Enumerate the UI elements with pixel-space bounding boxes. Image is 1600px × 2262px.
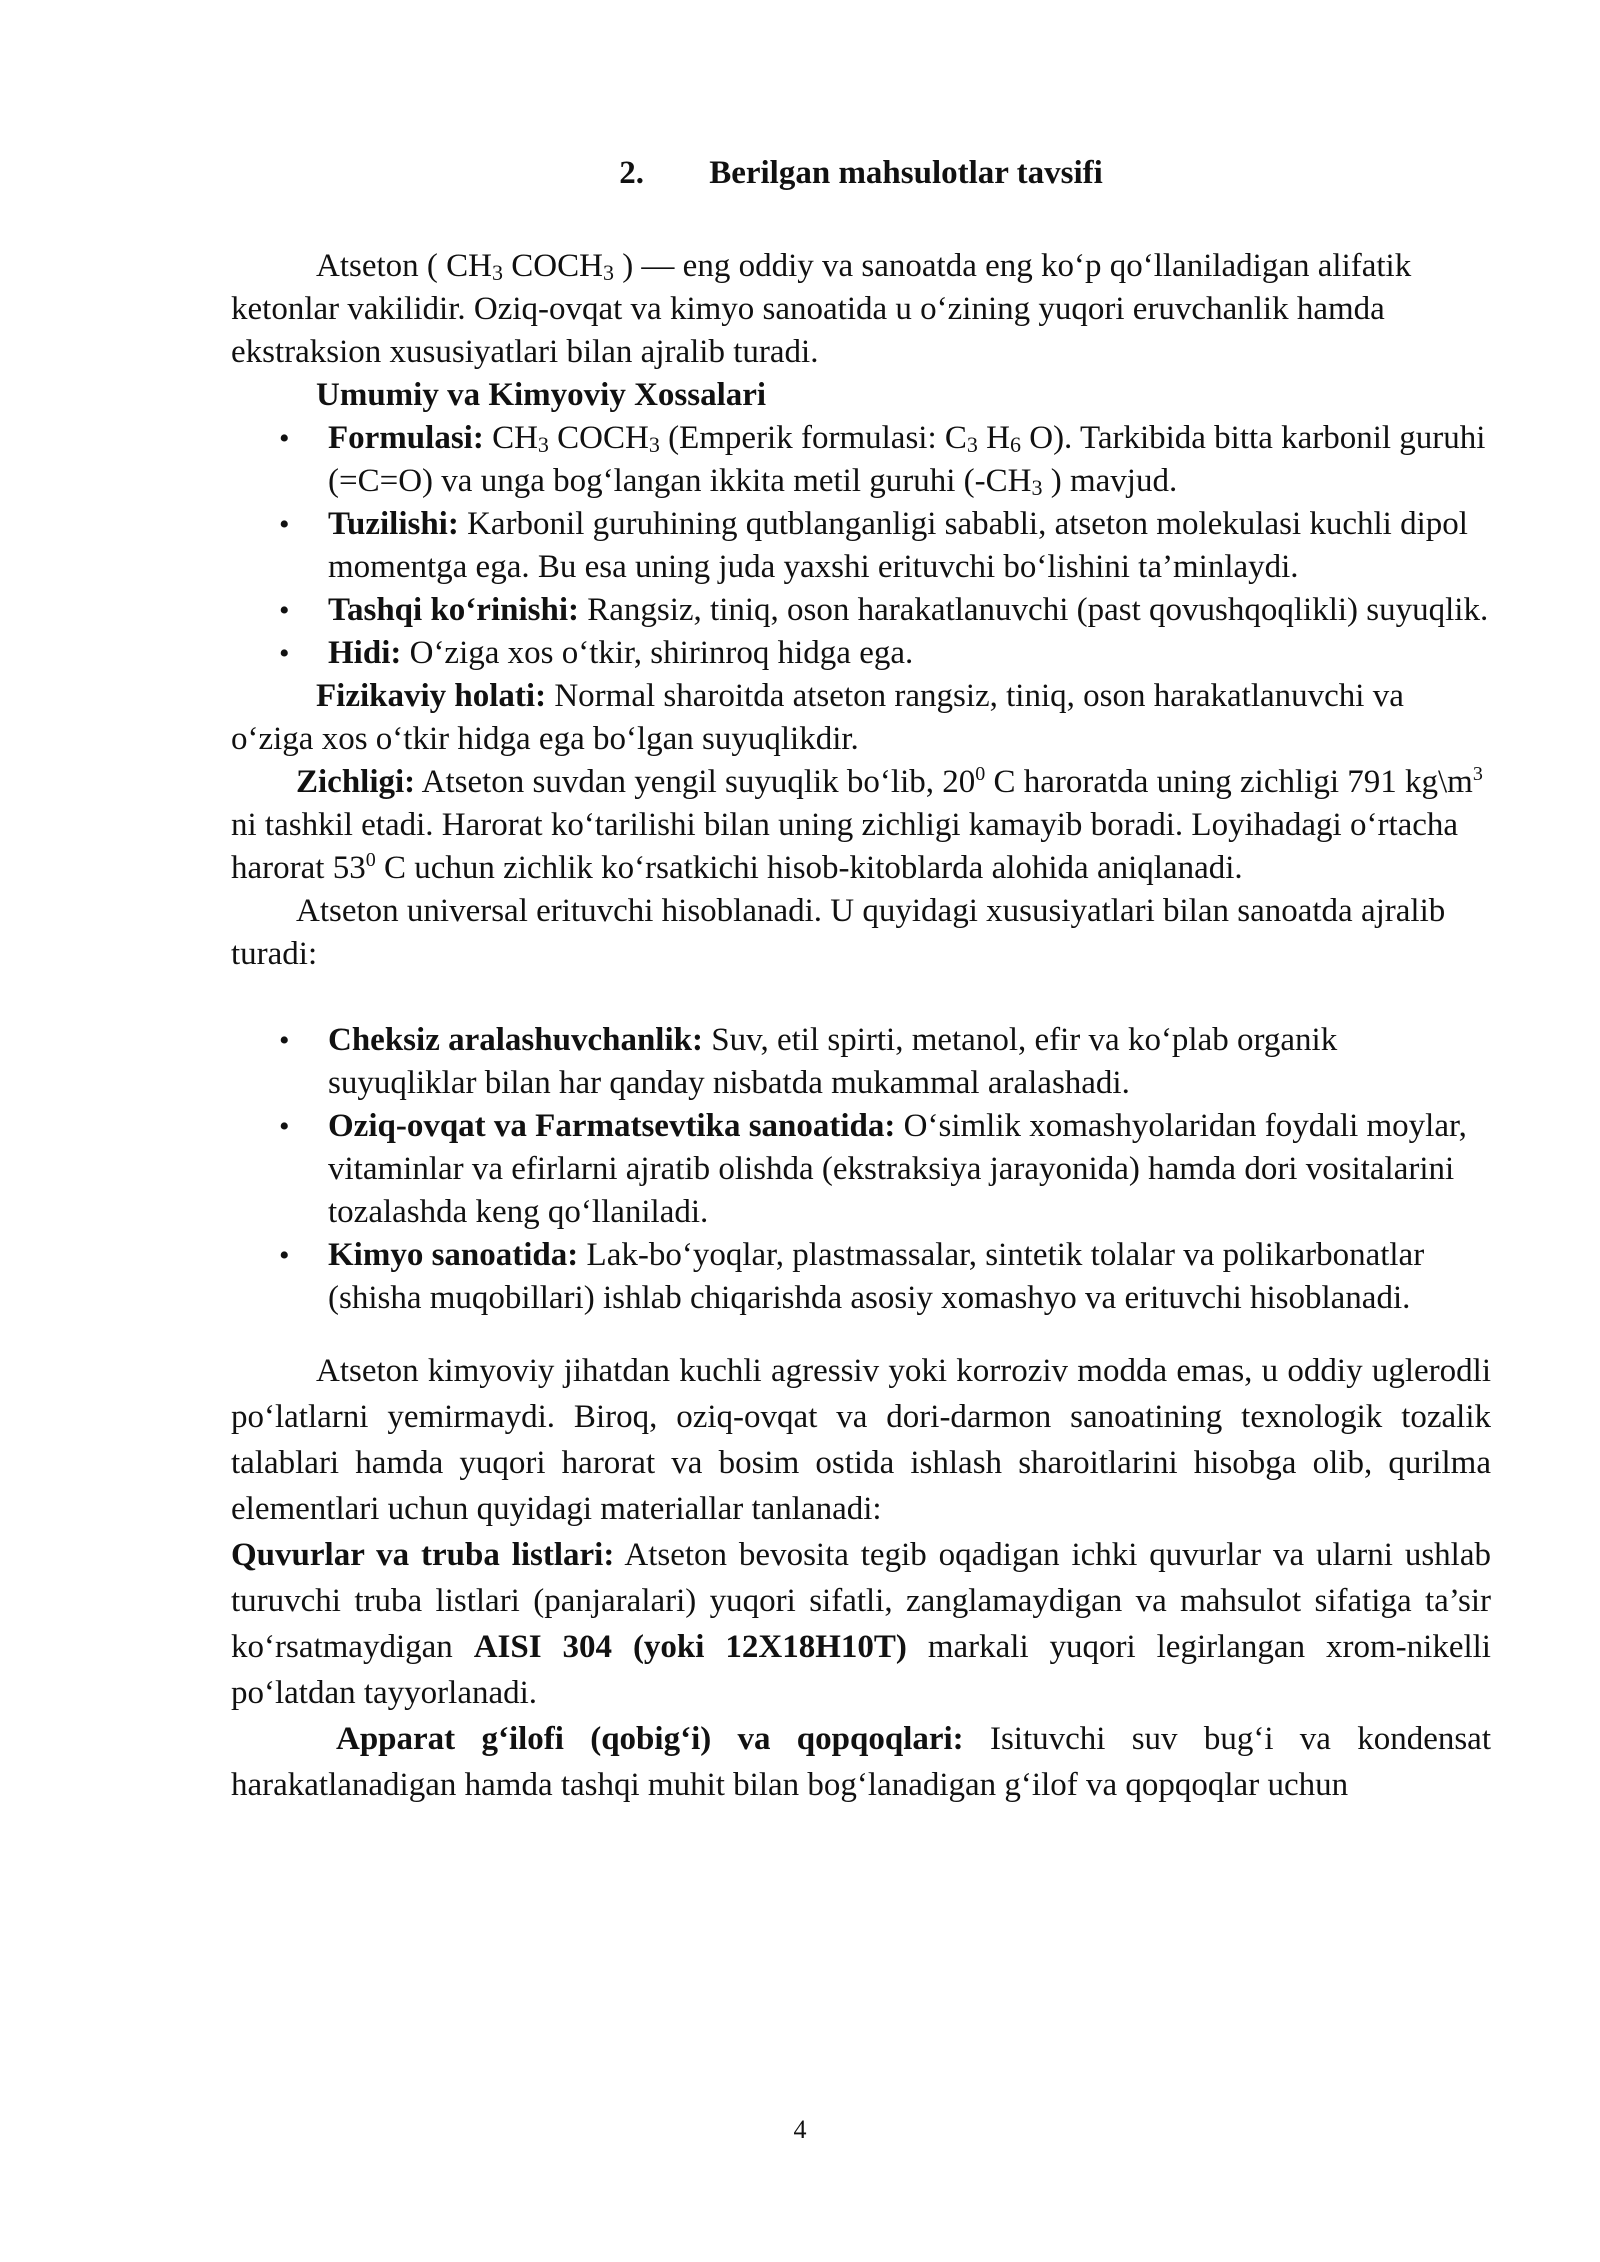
body-text — [231, 245, 1491, 1808]
formula-sub-1: 3 — [537, 432, 549, 457]
pipes-text-1: Atseton bevosita tegib oqadigan ichki quvurlar va ularni ushlab turuvchi truba listlari (panjaralari) yuqori sifatli, zanglamaydigan va mahsulot sifatiga ta’sir ko‘rsatmaydigan — [231, 1537, 1491, 1665]
list-item — [231, 417, 1491, 503]
formula-text-2: COCH — [548, 420, 649, 456]
section-heading — [231, 152, 1491, 195]
structure-label: Tuzilishi: — [328, 506, 459, 542]
structure-text: Karbonil guruhining qutblanganligi sababli, atseton molekulasi kuchli dipol momentga ega. Bu esa uning juda yaxshi erituvchi bo‘lishini ta’minlaydi. — [328, 506, 1468, 585]
appearance-text: Rangsiz, tiniq, oson harakatlanuvchi (past qovushqoqlikli) suyuqlik. — [578, 592, 1489, 628]
formula-sub-5: 3 — [1031, 475, 1043, 500]
list-item — [231, 589, 1491, 632]
smell-text: O‘ziga xos o‘tkir, shirinroq hidga ega. — [401, 635, 914, 671]
section-title: Berilgan mahsulotlar tavsifi — [709, 155, 1103, 191]
appearance-label: Tashqi ko‘rinishi: — [328, 592, 579, 628]
formula-text-6: ) mavjud. — [1042, 463, 1178, 499]
formula-label: Formulasi: — [328, 420, 484, 456]
use-label: Cheksiz aralashuvchanlik: — [328, 1022, 703, 1058]
formula-text-4: H — [977, 420, 1010, 456]
intro-text-3: ) — eng oddiy va sanoatda eng ko‘p qo‘llaniladigan alifatik ketonlar vakilidir. Oziq-ovqat va kimyo sanoatida u o‘zining yuqori eruvchanlik hamda ekstraksion xususiyatlari bilan ajralib turadi. — [231, 248, 1412, 370]
formula-sub-4: 6 — [1009, 432, 1021, 457]
density-paragraph — [231, 761, 1491, 890]
list-item — [231, 1105, 1491, 1234]
uses-list — [231, 1019, 1491, 1320]
properties-list — [231, 417, 1491, 675]
density-text-3: ni tashkil etadi. Harorat ko‘tarilishi bilan uning zichligi kamayib boradi. Loyihadagi o‘rtacha harorat 53 — [231, 807, 1459, 886]
pipes-paragraph — [231, 1532, 1491, 1716]
formula-text-5: O). Tarkibida bitta karbonil guruhi (=C=O) va unga bog‘langan ikkita metil guruhi (-CH — [328, 420, 1486, 499]
list-item — [231, 632, 1491, 675]
intro-sub-2: 3 — [602, 260, 614, 285]
intro-paragraph — [231, 245, 1491, 374]
list-item — [231, 1234, 1491, 1320]
intro-sub-1: 3 — [492, 260, 503, 285]
properties-heading: Umumiy va Kimyoviy Xossalari — [316, 377, 767, 413]
solvent-paragraph: Atseton universal erituvchi hisoblanadi. U quyidagi xususiyatlari bilan sanoatda ajralib turadi: — [231, 893, 1446, 972]
formula-text-1: CH — [483, 420, 538, 456]
pipes-text-2: markali yuqori legirlangan xrom-nikelli po‘latdan tayyorlanadi. — [231, 1629, 1491, 1711]
use-label: Oziq-ovqat va Farmatsevtika sanoatida: — [328, 1108, 896, 1144]
density-text-4: C uchun zichlik ko‘rsatkichi hisob-kitoblarda alohida aniqlanadi. — [375, 850, 1243, 886]
physical-label: Fizikaviy holati: — [316, 678, 547, 714]
physical-paragraph — [231, 675, 1491, 761]
materials-paragraph: Atseton kimyoviy jihatdan kuchli agressiv yoki korroziv modda emas, u oddiy uglerodli po‘latlarni yemirmaydi. Biroq, oziq-ovqat va dori-darmon sanoatining texnologik tozalik talablari hamda yuqori harorat va bosim ostida ishlash sharoitlarini hisobga olib, qurilma elementlari uchun quyidagi materiallar tanlanadi: — [231, 1353, 1491, 1527]
page-number: 4 — [793, 2115, 807, 2144]
density-sup-1: 0 — [975, 763, 986, 785]
use-label: Kimyo sanoatida: — [328, 1237, 579, 1273]
formula-sub-3: 3 — [966, 432, 978, 457]
shell-text: Isituvchi suv bug‘i va kondensat harakatlanadigan hamda tashqi muhit bilan bog‘lanadigan g‘ilof va qopqoqlar uchun — [231, 1721, 1491, 1803]
list-item — [231, 1019, 1491, 1105]
density-sup-3: 0 — [365, 849, 376, 871]
formula-sub-2: 3 — [648, 432, 660, 457]
density-label: Zichligi: — [296, 764, 416, 800]
intro-text-1: Atseton ( CH — [316, 248, 492, 284]
pipes-steel-grade: AISI 304 (yoki 12X18H10T) — [473, 1629, 907, 1665]
section-number: 2. — [619, 155, 644, 191]
use-text: O‘simlik xomashyolaridan foydali moylar, vitaminlar va efirlarni ajratib olishda (ekstraksiya jarayonida) hamda dori vositalarini tozalashda keng qo‘llaniladi. — [328, 1108, 1467, 1230]
use-text: Suv, etil spirti, metanol, efir va ko‘plab organik suyuqliklar bilan har qanday nisbatda mukammal aralashadi. — [328, 1022, 1338, 1101]
shell-label: Apparat g‘ilofi (qobig‘i) va qopqoqlari: — [336, 1721, 964, 1757]
shell-paragraph — [231, 1716, 1491, 1808]
use-text: Lak-bo‘yoqlar, plastmassalar, sintetik tolalar va polikarbonatlar (shisha muqobillari) ishlab chiqarishda asosiy xomashyo va erituvchi hisoblanadi. — [328, 1237, 1425, 1316]
list-item — [231, 503, 1491, 589]
density-text-2: C haroratda uning zichligi 791 kg\m — [985, 764, 1473, 800]
density-sup-2: 3 — [1472, 763, 1483, 785]
intro-text-2: COCH — [503, 248, 603, 284]
physical-text: Normal sharoitda atseton rangsiz, tiniq, oson harakatlanuvchi va o‘ziga xos o‘tkir hidga ega bo‘lgan suyuqlikdir. — [231, 678, 1404, 757]
smell-label: Hidi: — [328, 635, 402, 671]
formula-text-3: (Emperik formulasi: C — [659, 420, 967, 456]
pipes-label: Quvurlar va truba listlari: — [231, 1537, 615, 1573]
density-text-1: Atseton suvdan yengil suyuqlik bo‘lib, 20 — [415, 764, 976, 800]
